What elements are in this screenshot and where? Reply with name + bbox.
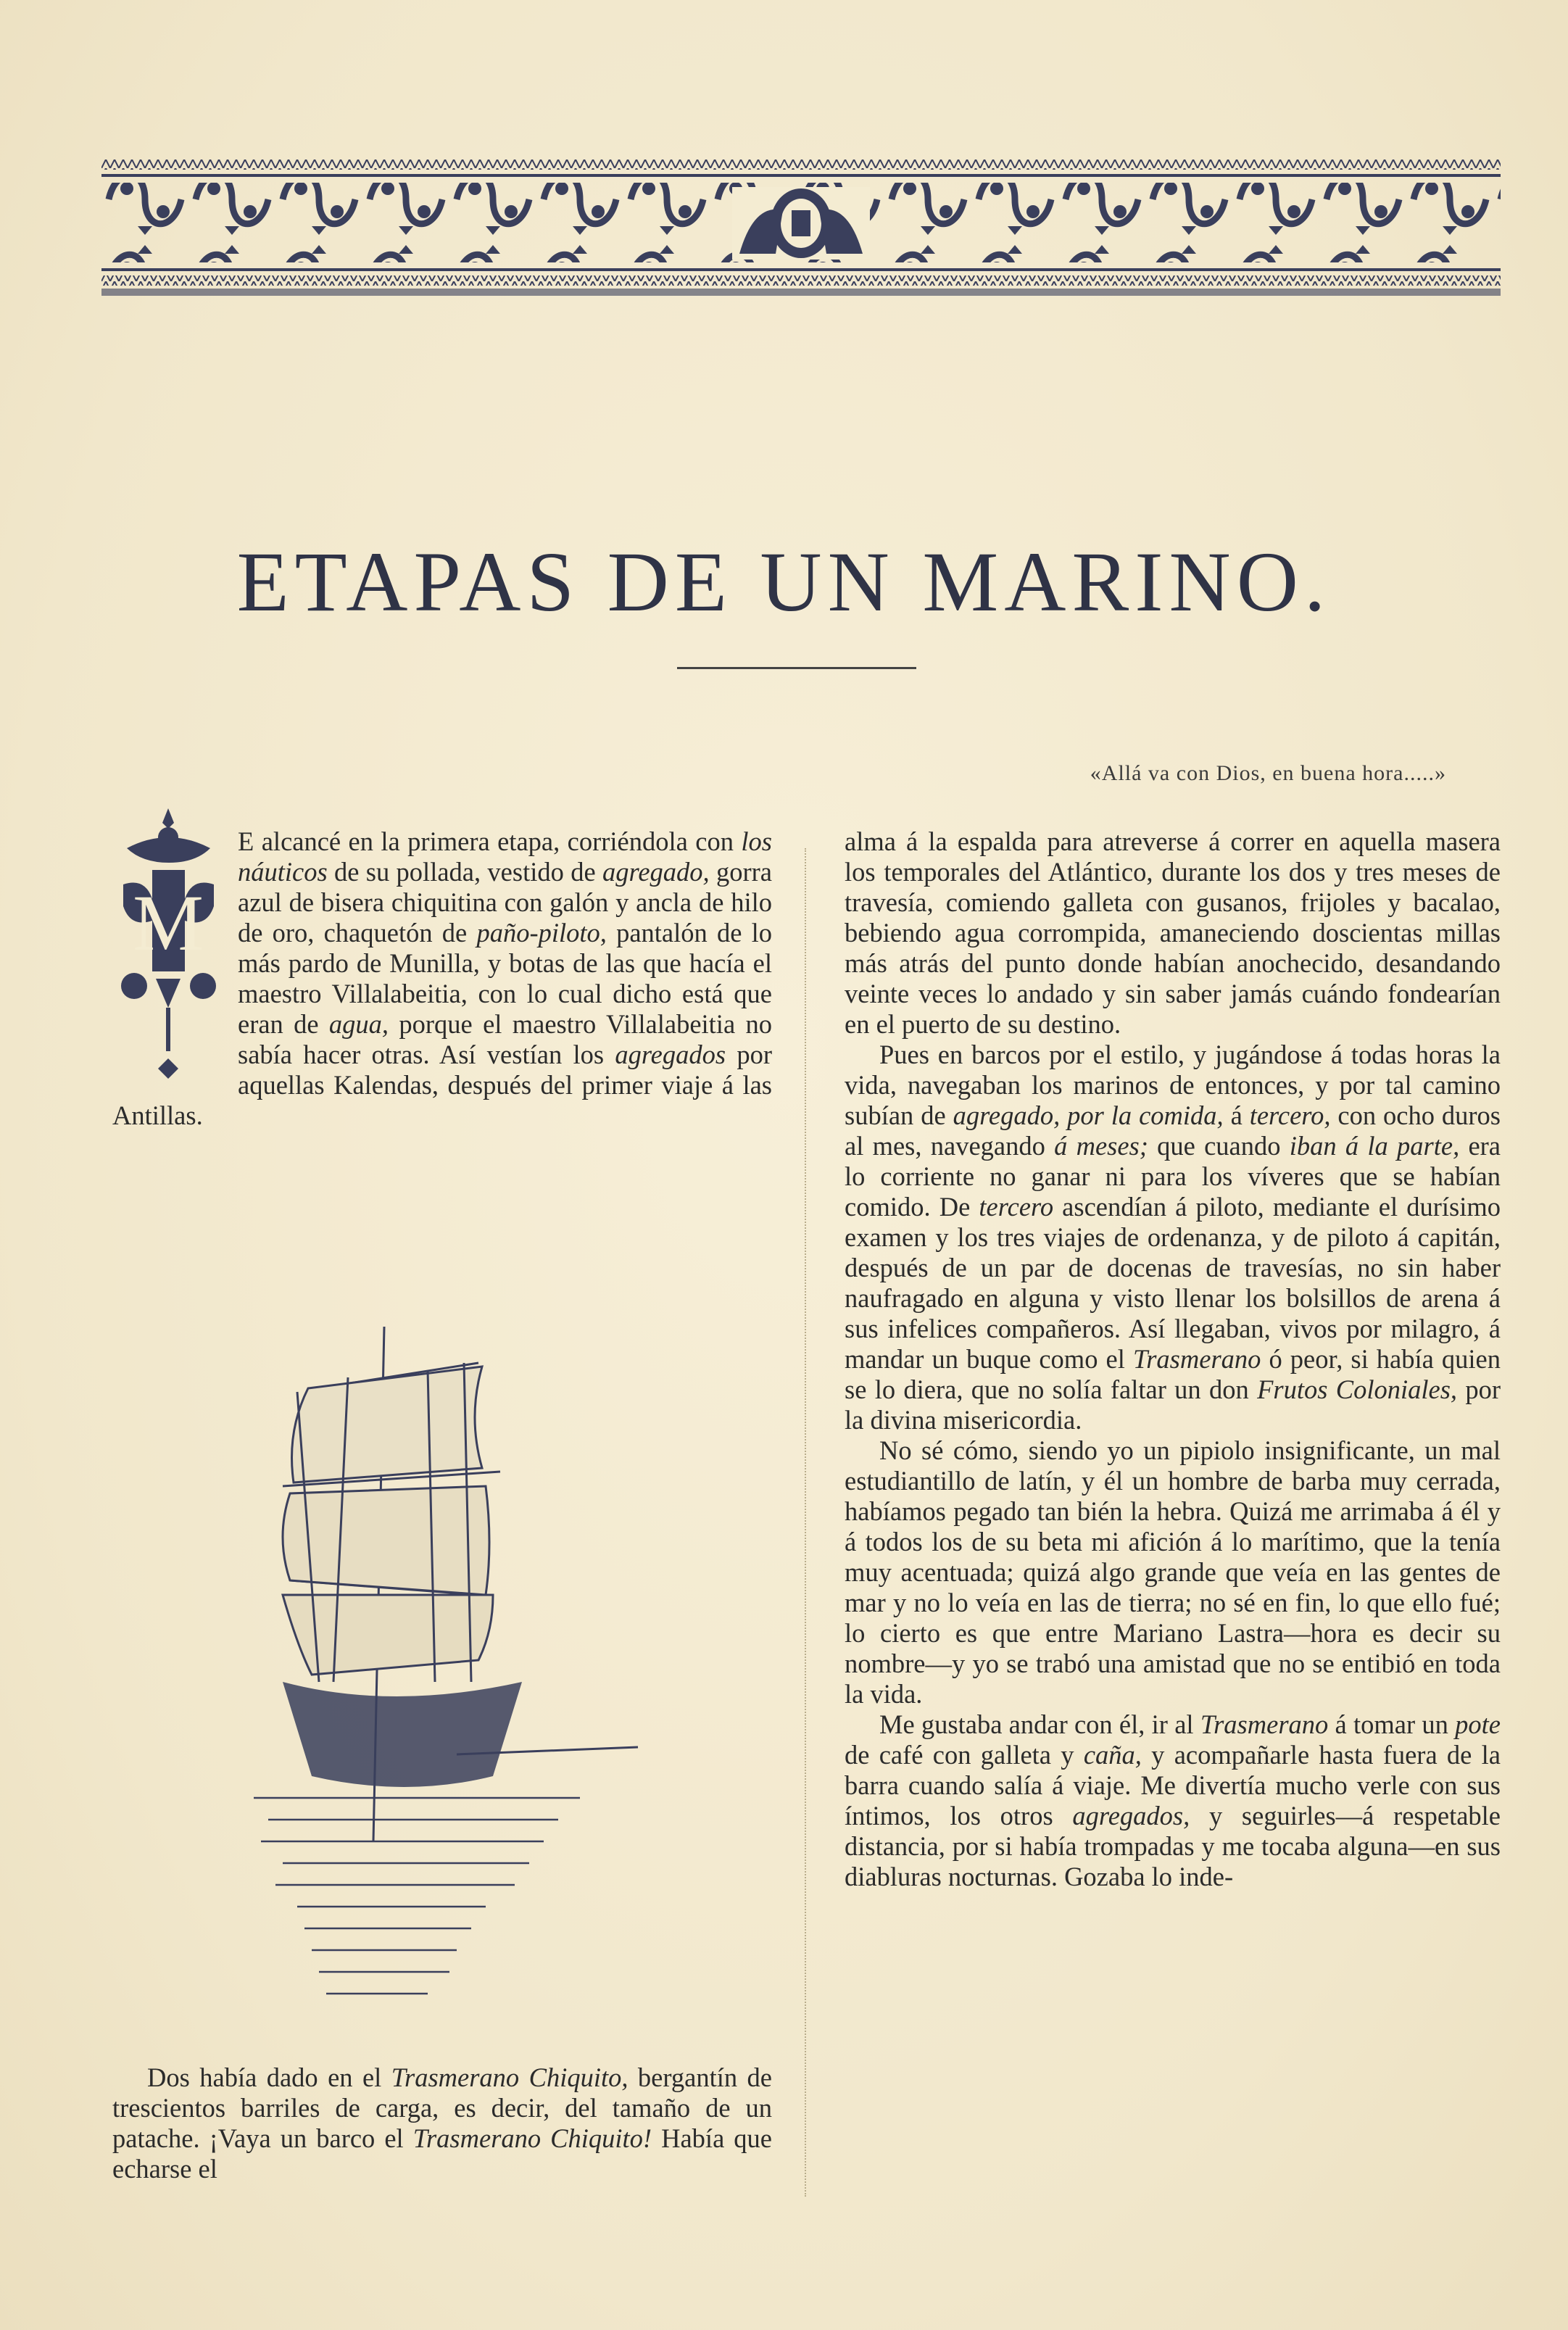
paragraph-r3 bbox=[845, 1435, 1501, 1709]
text-run: E alcancé en la primera etapa, corriéndola con bbox=[238, 826, 742, 856]
sailing-ship-illustration bbox=[239, 1319, 681, 2044]
italic-run: tercero, bbox=[1249, 1100, 1331, 1130]
italic-run: Frutos Coloniales, bbox=[1257, 1375, 1458, 1404]
text-run: que cuando bbox=[1148, 1131, 1290, 1161]
text-run: Pues en barcos por el estilo, y jugándose á todas horas la vida, navegaban los marinos de entonces, y por tal camino subían de bbox=[845, 1040, 1501, 1130]
italic-run: pote bbox=[1455, 1709, 1501, 1739]
italic-run: agua, bbox=[328, 1009, 389, 1039]
italic-run: á meses; bbox=[1054, 1131, 1148, 1161]
text-run: con ocho duros al mes, navegando bbox=[845, 1100, 1501, 1161]
text-run: pantalón de lo más pardo de Munilla, y botas de las que hacía el maestro Villalabeitia, con lo cual dicho está que eran de bbox=[238, 918, 772, 1039]
text-run: bergantín de trescientos barriles de carga, es decir, del tamaño de un patache. ¡Vaya un barco el bbox=[112, 2062, 772, 2153]
drop-cap-letter: M bbox=[133, 879, 204, 967]
italic-run: Trasmerano bbox=[1200, 1709, 1329, 1739]
italic-run: iban á la parte, bbox=[1289, 1131, 1460, 1161]
italic-run: agregados bbox=[615, 1040, 726, 1069]
ornamental-header-frieze bbox=[101, 159, 1501, 304]
italic-run: agregados, bbox=[1072, 1801, 1190, 1831]
text-run: y seguirles—á respetable distancia, por si había trompadas y me tocaba alguna—en sus diabluras nocturnas. Gozaba lo inde- bbox=[845, 1801, 1501, 1891]
left-column-bottom bbox=[112, 2062, 772, 2184]
text-run: ó peor, si había quien se lo diera, que no solía faltar un don bbox=[845, 1344, 1501, 1404]
text-run: No sé cómo, siendo yo un pipiolo insignificante, un mal estudiantillo de latín, y él un hombre de barba muy cerrada, habíamos pegado tan bién la hebra. Quizá me arrimaba á él y á todos los de su beta mi afición á lo marítimo, que la tenía muy acentuada; quizá algo grande que veía en las gentes de mar y no lo veía en las de tierra; no sé en fin, lo que ello fué; lo cierto es que entre Mariano Lastra—hora es decir su nombre—y yo se trabó una amistad que no se entibió en toda la vida. bbox=[845, 1435, 1501, 1709]
italic-run: caña, bbox=[1083, 1740, 1142, 1770]
text-run: de su pollada, vestido de bbox=[327, 857, 602, 887]
italic-run: agregado, por la comida, bbox=[953, 1100, 1224, 1130]
paragraph-r2 bbox=[845, 1040, 1501, 1435]
text-run: á bbox=[1223, 1100, 1250, 1130]
text-run: era lo corriente no ganar ni para los víveres que se habían comido. De bbox=[845, 1131, 1501, 1222]
text-run: porque el maestro Villalabeitia no sabía hacer otras. Así vestían los bbox=[238, 1009, 772, 1069]
column-separator bbox=[805, 848, 806, 2197]
italic-run: los náuticos bbox=[238, 826, 772, 887]
epigraph: «Allá va con Dios, en buena hora.....» bbox=[1090, 761, 1446, 785]
text-run: Había que echarse el bbox=[112, 2123, 772, 2184]
italic-run: tercero bbox=[979, 1192, 1054, 1222]
paragraph-2 bbox=[112, 2062, 772, 2184]
italic-run: Trasmerano Chiquito! bbox=[412, 2123, 652, 2153]
italic-run: paño-piloto, bbox=[476, 918, 607, 948]
italic-run: agregado, bbox=[602, 857, 710, 887]
text-run: por la divina misericordia. bbox=[845, 1375, 1501, 1435]
text-run: alma á la espalda para atreverse á correr en aquella masera los temporales del Atlántico, durante los dos y tres meses de travesía, comiendo galleta con gusanos, frijoles y bacalao, bebiendo agua corrompida, amaneciendo doscientas millas más atrás del punto donde habían anochecido, desandando veinte veces lo andado y sin saber jamás cuándo fondearían en el puerto de su destino. bbox=[845, 826, 1501, 1039]
paragraph-r4 bbox=[845, 1709, 1501, 1892]
right-column bbox=[845, 826, 1501, 1892]
title-divider-rule bbox=[677, 667, 916, 669]
paragraph-r1 bbox=[845, 826, 1501, 1040]
text-run: Dos había dado en el bbox=[147, 2062, 391, 2092]
article-title: ETAPAS DE UN MARINO. bbox=[236, 534, 1332, 629]
italic-run: Trasmerano Chiquito, bbox=[391, 2062, 629, 2092]
drop-cap-ornament bbox=[112, 805, 225, 1087]
text-run: gorra azul de bisera chiquitina con galón y ancla de hilo de oro, chaquetón de bbox=[238, 857, 772, 948]
text-run: por aquellas Kalendas, después del primer viaje á las Antillas. bbox=[112, 1040, 772, 1130]
text-run: ascendían á piloto, mediante el durísimo examen y los tres viajes de ordenanza, y de piloto á capitán, después de un par de docenas de travesías, no sin haber naufragado en alguna y visto llenar los bolsillos de arena á sus infelices compañeros. Así llegaban, vivos por milagro, á mandar un buque como el bbox=[845, 1192, 1501, 1374]
text-run: de café con galleta y bbox=[845, 1740, 1084, 1770]
italic-run: Trasmerano bbox=[1132, 1344, 1261, 1374]
text-run: Me gustaba andar con él, ir al bbox=[879, 1709, 1200, 1739]
left-column bbox=[112, 826, 772, 1131]
text-run: á tomar un bbox=[1328, 1709, 1456, 1739]
text-run: y acompañarle hasta fuera de la barra cuando salía á viaje. Me divertía mucho verle con sus íntimos, los otros bbox=[845, 1740, 1501, 1831]
